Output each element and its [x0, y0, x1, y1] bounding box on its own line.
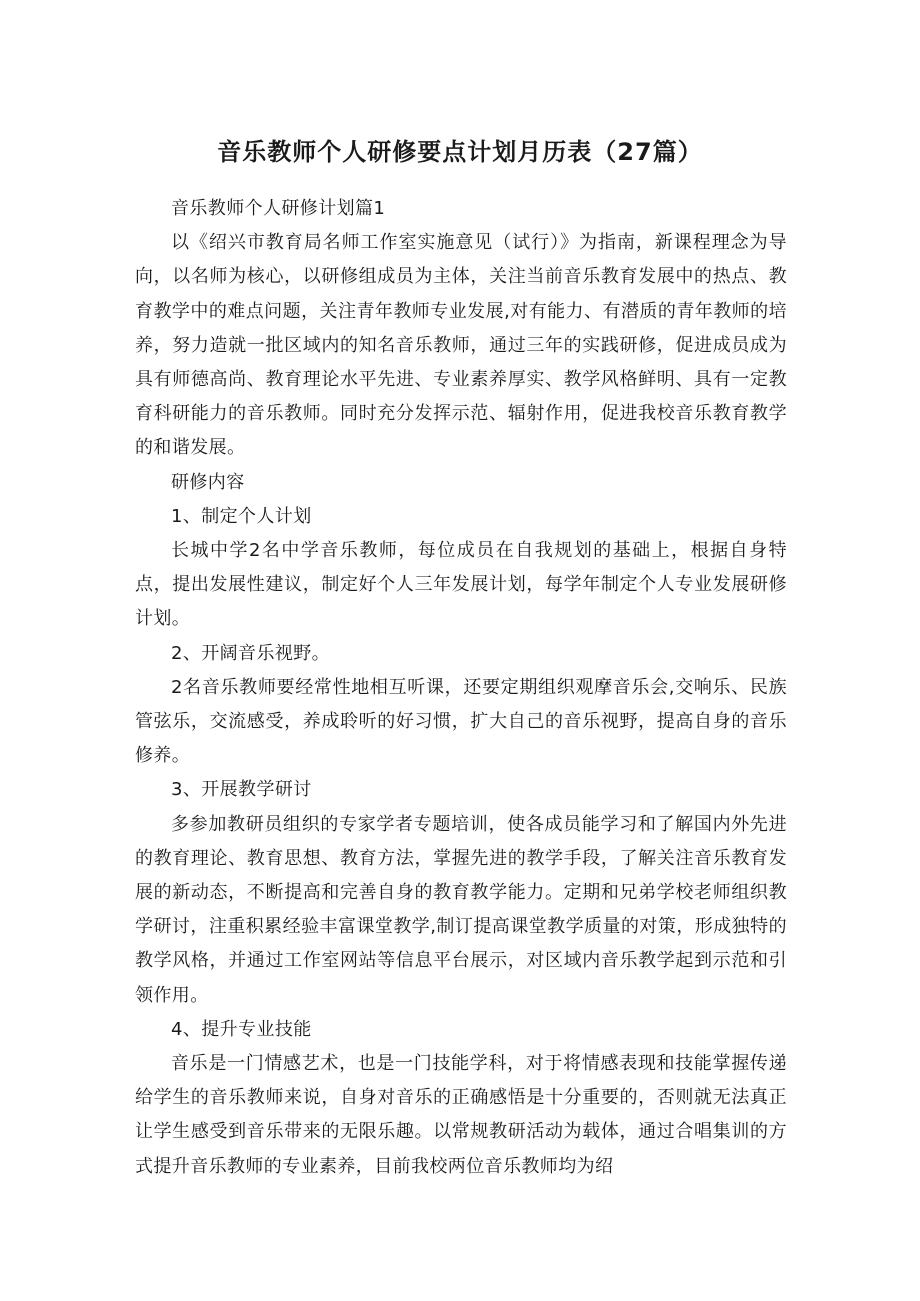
item-paragraph-2: 2名音乐教师要经常性地相互听课，还要定期组织观摩音乐会,交响乐、民族管弦乐，交流感受，养成聆听的好习惯，扩大自己的音乐视野，提高自身的音乐修养。	[135, 676, 787, 767]
item-heading-4: 4、提升专业技能	[171, 1018, 312, 1040]
item-paragraph-1: 长城中学2名中学音乐教师，每位成员在自我规划的基础上，根据自身特点，提出发展性建议，制定好个人三年发展计划，每学年制定个人专业发展研修计划。	[135, 540, 787, 630]
item-heading-1: 1、制定个人计划	[171, 505, 312, 527]
section-subtitle: 音乐教师个人研修计划篇1	[171, 198, 386, 219]
intro-paragraph: 以《绍兴市教育局名师工作室实施意见（试行）》为指南，新课程理念为导向，以名师为核心，以研修组成员为主体，关注当前音乐教育发展中的热点、教育教学中的难点问题，关注青年教师专业发展,对有能力、有潜质的青年教师的培养，努力造就一批区域内的知名音乐教师，通过三年的实践研修，促进成员成为具有师德高尚、教育理论水平先进、专业素养厚实、教学风格鲜明、具有一定教育科研能力的音乐教师。同时充分发挥示范、辐射作用，促进我校音乐教育教学的和谐发展。	[135, 232, 787, 459]
content-heading: 研修内容	[171, 471, 245, 493]
item-heading-3: 3、开展教学研讨	[171, 779, 312, 801]
document-body	[135, 192, 787, 1184]
item-heading-2: 2、开阔音乐视野。	[171, 642, 331, 664]
item-paragraph-3: 多参加教研员组织的专家学者专题培训，使各成员能学习和了解国内外先进的教育理论、教育思想、教育方法，掌握先进的教学手段，了解关注音乐教育发展的新动态，不断提高和完善自身的教育教学能力。定期和兄弟学校老师组织教学研讨，注重积累经验丰富课堂教学,制订提高课堂教学质量的对策，形成独特的教学风格，并通过工作室网站等信息平台展示，对区域内音乐教学起到示范和引领作用。	[135, 813, 787, 1006]
document-title: 音乐教师个人研修要点计划月历表（27篇）	[217, 138, 703, 167]
item-paragraph-4: 音乐是一门情感艺术，也是一门技能学科，对于将情感表现和技能掌握传递给学生的音乐教师来说，自身对音乐的正确感悟是十分重要的，否则就无法真正让学生感受到音乐带来的无限乐趣。以常规教研活动为载体，通过合唱集训的方式提升音乐教师的专业素养，目前我校两位音乐教师均为绍	[135, 1053, 787, 1177]
